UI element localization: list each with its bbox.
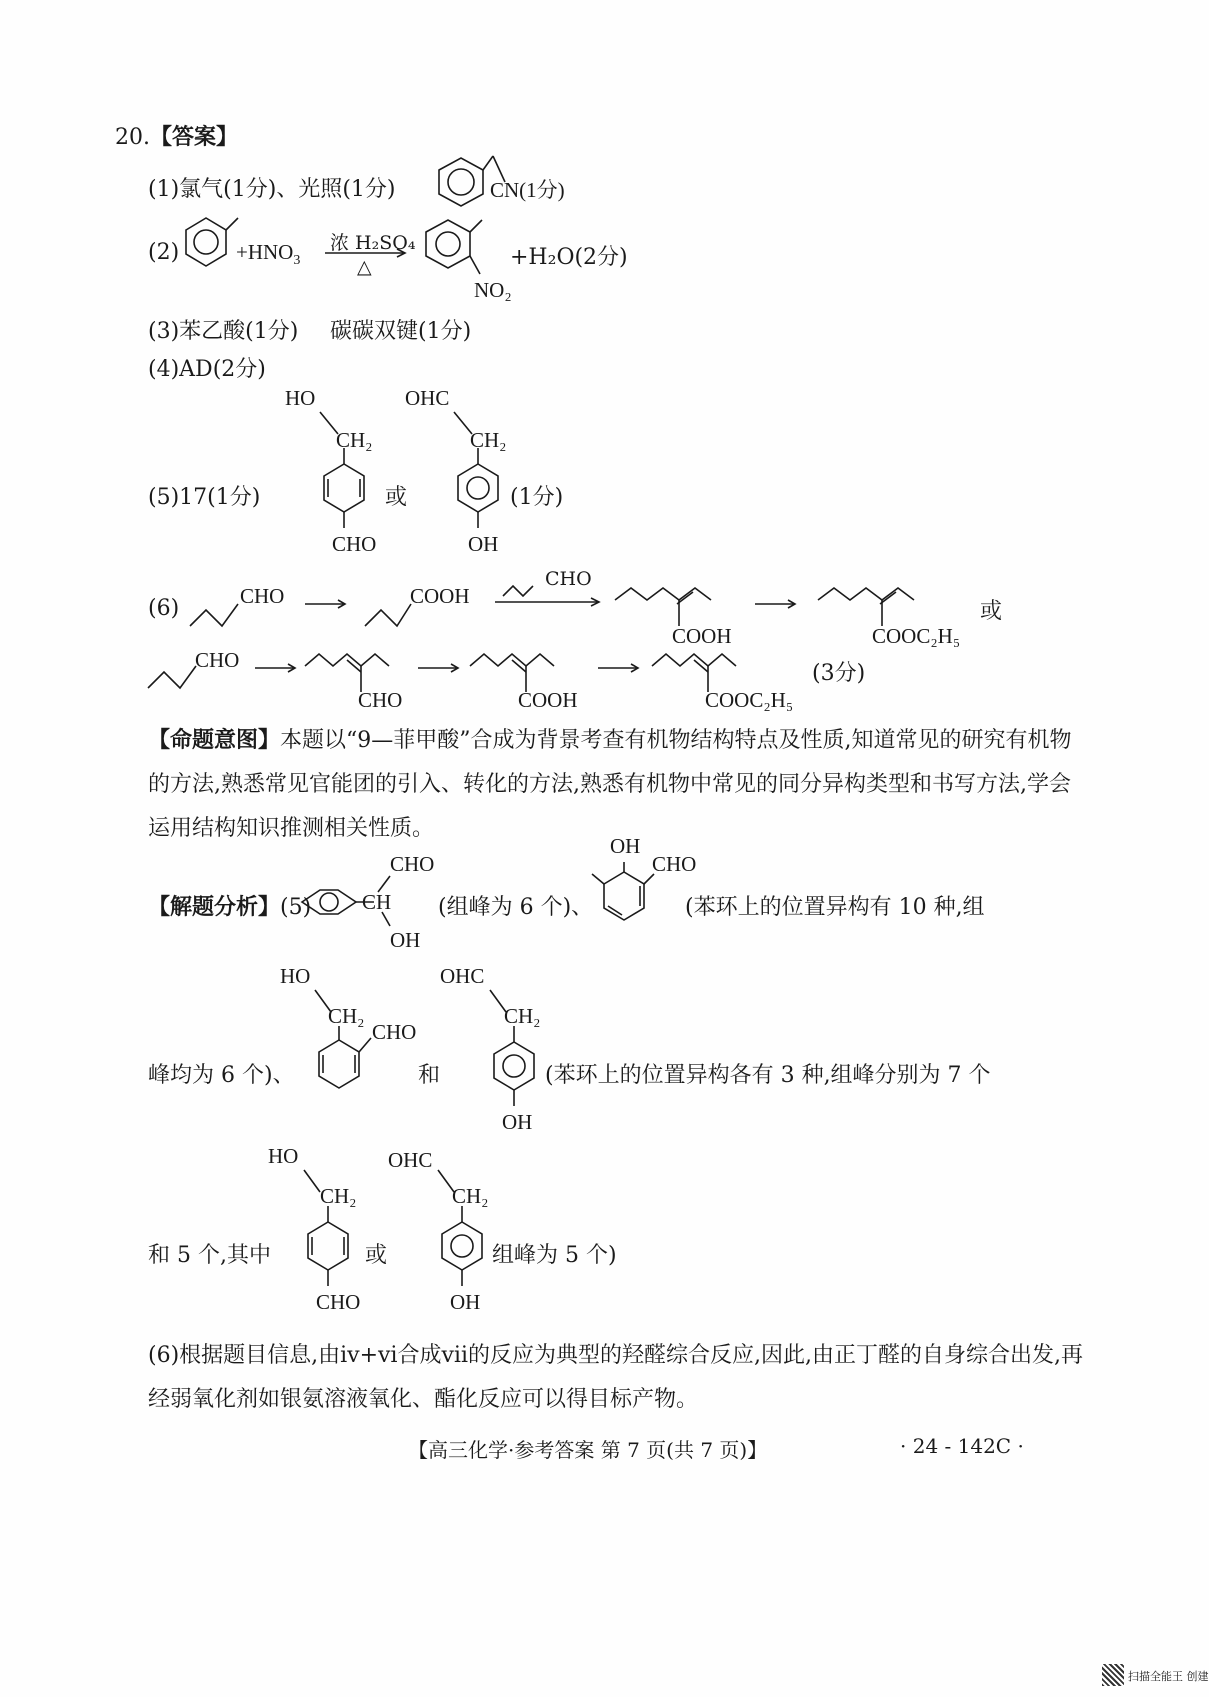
part3-text1: (3)苯乙酸(1分)	[148, 319, 299, 344]
part5-score: (1分)	[510, 485, 564, 510]
arrow-r1-3	[755, 598, 799, 610]
a3-cho: CHO	[372, 1020, 417, 1044]
question-number: 20.【答案】	[115, 124, 239, 150]
a2-structure	[588, 858, 658, 928]
a-or: 或	[365, 1243, 388, 1268]
a3-ch2: CH₂	[328, 1004, 365, 1028]
arrow-r1-2	[495, 582, 605, 608]
part6-score: (3分)	[812, 661, 866, 686]
arrow-r2-3	[598, 662, 642, 674]
part1-cn: CN(1分)	[490, 178, 565, 202]
over-arrow-reagent: CHO	[545, 568, 592, 590]
part5-or: 或	[385, 485, 408, 510]
footer-center: 【高三化学·参考答案 第 7 页(共 7 页)】	[408, 1438, 768, 1462]
a1-cho: CHO	[390, 852, 435, 876]
a4-ohc: OHC	[440, 964, 485, 988]
part2-label: (2)	[148, 240, 180, 265]
a3-ho: HO	[280, 964, 311, 988]
r1-cooh: COOH	[410, 584, 470, 608]
reaction-condition-bottom: △	[357, 256, 372, 278]
s2-ohc: OHC	[405, 386, 450, 410]
a-iso3: (苯环上的位置异构各有 3 种,组峰分别为 7 个	[545, 1063, 991, 1088]
intent-paragraph: 【命题意图】本题以“9—菲甲酸”合成为背景考查有机物结构特点及性质,知道常见的研究有机物的方法,熟悉常见官能团的引入、转化的方法,熟悉有机物中常见的同分异构类型和书写方法,学会运用结构知识推测相关性质。	[148, 727, 1072, 841]
a5-structure	[294, 1160, 354, 1300]
a1-oh: OH	[390, 928, 421, 952]
part3-text2: 碳碳双键(1分)	[330, 319, 472, 344]
a2-oh: OH	[610, 834, 641, 858]
analysis-line3: 和 5 个,其中	[148, 1243, 271, 1268]
a2-cho: CHO	[652, 852, 697, 876]
a5-ho: HO	[268, 1144, 299, 1168]
analysis-title: 【解题分析】(5)	[148, 894, 312, 920]
plus-hno3: $+HNO_3$	[236, 240, 301, 269]
r2-ester: COOC₂H₅	[705, 688, 794, 712]
arrow-r2-1	[255, 662, 299, 674]
s1-structure	[310, 400, 370, 540]
a1-peaks: (组峰为 6 个)、	[438, 895, 594, 920]
part6-label: (6)	[148, 596, 180, 621]
a6-structure	[428, 1160, 488, 1300]
scanner-watermark: 扫描全能王 创建	[1128, 1670, 1209, 1683]
s2-structure	[444, 400, 504, 540]
unsat-ester	[818, 580, 928, 630]
part1-label: (1)氯气(1分)、光照(1分)	[148, 177, 396, 202]
r1-cooh-2: COOH	[672, 624, 732, 648]
a5-cho: CHO	[316, 1290, 361, 1314]
r2-cho-2: CHO	[358, 688, 403, 712]
a-and: 和	[418, 1063, 441, 1088]
part5-label: (5)17(1分)	[148, 485, 261, 510]
r1-ester: COOC₂H₅	[872, 624, 961, 648]
a4-ch2: CH₂	[504, 1004, 541, 1028]
toluene-structure	[178, 212, 238, 272]
s2-ch2: CH₂	[470, 428, 507, 452]
s1-ho: HO	[285, 386, 316, 410]
r2-cho: CHO	[195, 648, 240, 672]
part4-text: (4)AD(2分)	[148, 357, 266, 382]
arrow-r1-1	[305, 598, 349, 610]
footer-right: · 24 - 142C ·	[900, 1434, 1024, 1458]
qr-code-icon	[1102, 1664, 1124, 1686]
a3-structure	[305, 980, 375, 1100]
water-product: +H₂O(2分)	[510, 245, 628, 270]
r2-cooh: COOH	[518, 688, 578, 712]
a1-structure	[298, 876, 408, 936]
a5-ch2: CH₂	[320, 1184, 357, 1208]
unsat-acid	[615, 580, 725, 630]
a4-oh: OH	[502, 1110, 533, 1134]
a4-structure	[480, 980, 540, 1120]
a6-oh: OH	[450, 1290, 481, 1314]
a1-ch: CH	[362, 890, 392, 914]
reaction-condition-top: 浓 H₂SO₄	[330, 232, 416, 254]
r1-cho: CHO	[240, 584, 285, 608]
a6-ohc: OHC	[388, 1148, 433, 1172]
a-peak5: 组峰为 5 个)	[492, 1243, 617, 1268]
arrow-r2-2	[418, 662, 462, 674]
s1-cho: CHO	[332, 532, 377, 556]
nitro-group: NO₂	[474, 278, 512, 302]
butanoic-acid	[365, 590, 415, 630]
s1-ch2: CH₂	[336, 428, 373, 452]
s2-oh: OH	[468, 532, 499, 556]
analysis-line2: 峰均为 6 个)、	[148, 1063, 295, 1088]
a2-iso10: (苯环上的位置异构有 10 种,组	[685, 895, 985, 920]
analysis-p6: (6)根据题目信息,由ⅳ+ⅵ合成ⅶ的反应为典型的羟醛综合反应,因此,由正丁醛的自身综合出发,再经弱氧化剂如银氨溶液氧化、酯化反应可以得目标产物。	[148, 1343, 1084, 1412]
a6-ch2: CH₂	[452, 1184, 489, 1208]
part6-or: 或	[980, 599, 1003, 624]
